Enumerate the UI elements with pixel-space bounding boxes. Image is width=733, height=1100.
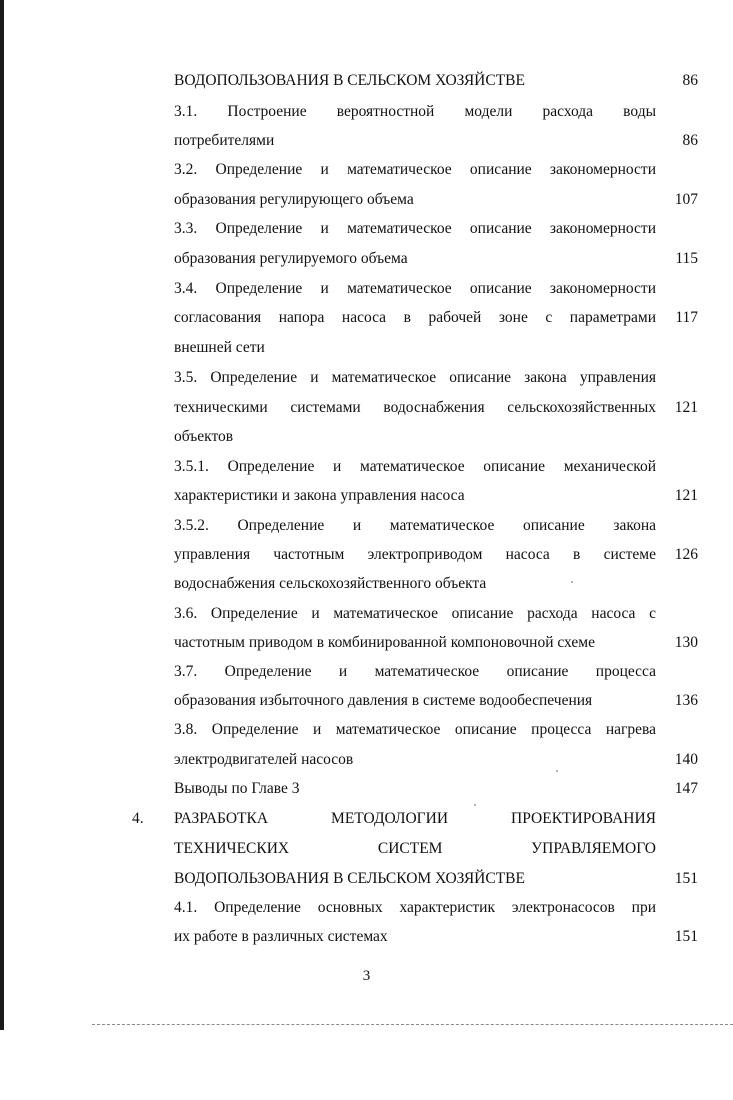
toc-page-number: 136 <box>674 692 698 709</box>
toc-entry-text: 3.6. Определение и математическое описание расхода насоса с <box>174 605 656 622</box>
scan-speck <box>571 581 573 583</box>
toc-page-number: 126 <box>674 546 698 563</box>
toc-page-number: 151 <box>674 870 698 887</box>
toc-page-number: 140 <box>674 751 698 768</box>
toc-chapter-title: ВОДОПОЛЬЗОВАНИЯ В СЕЛЬСКОМ ХОЗЯЙСТВЕ <box>174 870 525 887</box>
toc-page-number: 151 <box>674 928 698 945</box>
toc-entry-text: образования регулируемого объема <box>174 250 408 267</box>
toc-page-number: 130 <box>674 634 698 651</box>
toc-chapter-title: РАЗРАБОТКА МЕТОДОЛОГИИ ПРОЕКТИРОВАНИЯ <box>174 810 656 827</box>
scan-bottom-rule <box>92 1024 733 1025</box>
toc-entry-text: 3.5.2. Определение и математическое описание закона <box>174 517 656 534</box>
toc-entry-text: техническими системами водоснабжения сельскохозяйственных <box>174 399 656 416</box>
scan-speck <box>556 770 558 772</box>
toc-entry-text: частотным приводом в комбинированной компоновочной схеме <box>174 634 595 651</box>
toc-entry-text: характеристики и закона управления насоса <box>174 487 465 504</box>
toc-page-number: 147 <box>674 780 698 797</box>
toc-entry-text: образования избыточного давления в системе водообеспечения <box>174 692 593 709</box>
toc-entry-text: управления частотным электроприводом насоса в системе <box>174 546 656 563</box>
toc-entry-text: Выводы по Главе 3 <box>174 780 300 797</box>
toc-entry-text: образования регулирующего объема <box>174 191 414 208</box>
toc-entry-text: 3.4. Определение и математическое описание закономерности <box>174 280 656 297</box>
toc-chapter-number: 4. <box>132 810 144 827</box>
toc-heading-text: ВОДОПОЛЬЗОВАНИЯ В СЕЛЬСКОМ ХОЗЯЙСТВЕ <box>174 72 525 89</box>
toc-entry-text: объектов <box>174 428 234 445</box>
toc-entry-text: 4.1. Определение основных характеристик электронасосов при <box>174 899 656 916</box>
toc-page-number: 86 <box>682 72 698 89</box>
toc-entry-text: потребителями <box>174 132 275 149</box>
toc-entry-text: согласования напора насоса в рабочей зоне с параметрами <box>174 309 656 326</box>
toc-entry-text: 3.8. Определение и математическое описание процесса нагрева <box>174 721 656 738</box>
toc-chapter-title: ТЕХНИЧЕСКИХ СИСТЕМ УПРАВЛЯЕМОГО <box>174 840 656 857</box>
toc-entry-text: их работе в различных системах <box>174 928 388 945</box>
toc-page-number: 107 <box>674 191 698 208</box>
toc-page-number: 86 <box>682 132 698 149</box>
toc-entry-text: 3.7. Определение и математическое описание процесса <box>174 663 656 680</box>
toc-entry-text: электродвигателей насосов <box>174 751 354 768</box>
toc-page-number: 121 <box>674 399 698 416</box>
page-left-edge <box>0 0 4 1030</box>
page-number-footer: 3 <box>362 968 371 984</box>
toc-entry-text: 3.1. Построение вероятностной модели расхода воды <box>174 103 656 120</box>
toc-entry-text: внешней сети <box>174 339 265 356</box>
toc-entry-text: 3.2. Определение и математическое описание закономерности <box>174 161 656 178</box>
toc-entry-text: водоснабжения сельскохозяйственного объекта <box>174 575 487 592</box>
toc-entry-text: 3.5.1. Определение и математическое описание механической <box>174 458 656 475</box>
toc-entry-text: 3.5. Определение и математическое описание закона управления <box>174 369 656 386</box>
toc-entry-text: 3.3. Определение и математическое описание закономерности <box>174 220 656 237</box>
scan-speck <box>474 804 476 806</box>
toc-page-number: 117 <box>675 309 698 326</box>
toc-page-number: 121 <box>674 487 698 504</box>
toc-page-number: 115 <box>675 250 698 267</box>
